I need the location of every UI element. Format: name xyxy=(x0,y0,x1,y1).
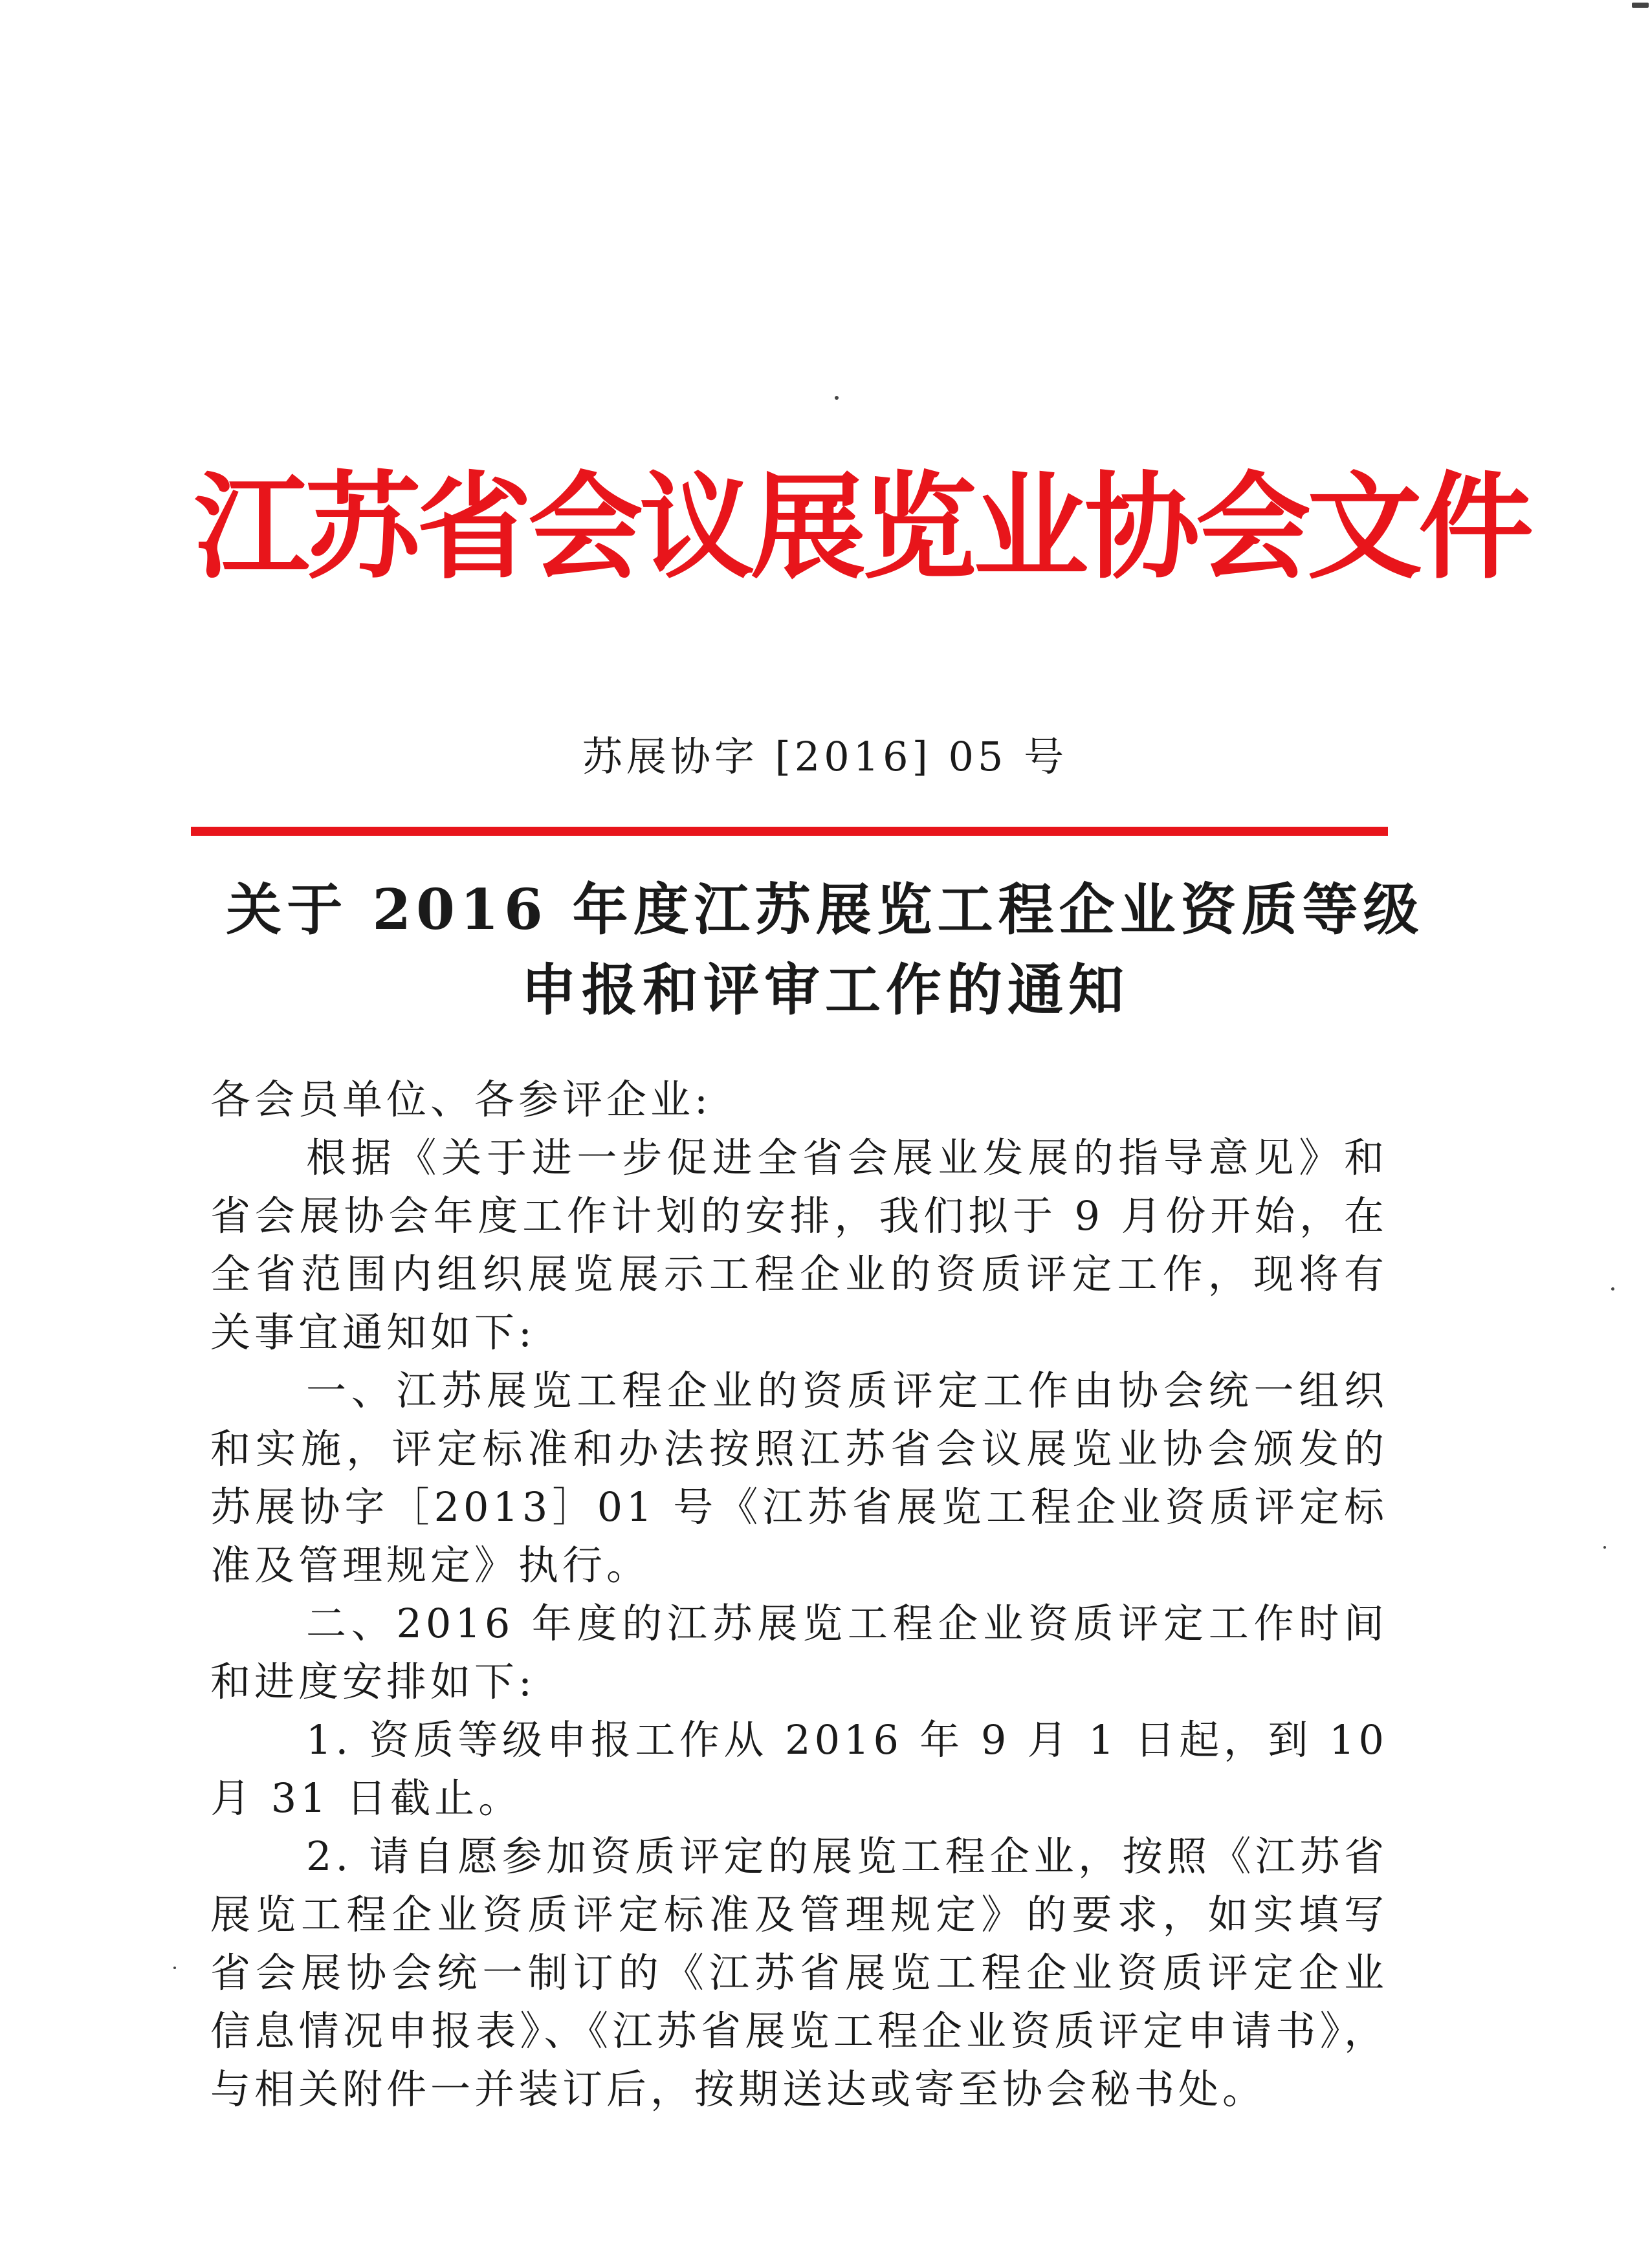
scan-speck xyxy=(1611,1287,1614,1291)
document-number: 苏展协字 [2016] 05 号 xyxy=(582,733,1068,780)
notice-title-line-2: 申报和评审工作的通知 xyxy=(521,957,1129,1023)
scan-speck xyxy=(835,396,839,400)
body-paragraph: 1. 资质等级申报工作从 2016 年 9 月 1 日起，到 10 月 31 日截止。 xyxy=(210,1716,1388,1822)
notice-title-line-1: 关于 2016 年度江苏展览工程企业资质等级 xyxy=(226,877,1424,943)
notice-title xyxy=(0,870,1650,1030)
scan-speck xyxy=(1603,1546,1606,1549)
scan-speck xyxy=(1632,3,1649,8)
body-paragraph: 2. 请自愿参加资质评定的展览工程企业，按照《江苏省展览工程企业资质评定标准及管理规定》的要求，如实填写省会展协会统一制订的《江苏省展览工程企业资质评定企业信息情况申报表》、《江苏省展览工程企业资质评定申请书》，与相关附件一并装订后，按期送达或寄至协会秘书处。 xyxy=(210,1833,1388,2113)
notice-body xyxy=(210,1071,1388,2119)
body-paragraph: 根据《关于进一步促进全省会展业发展的指导意见》和省会展协会年度工作计划的安排，我们拟于 9 月份开始，在全省范围内组织展览展示工程企业的资质评定工作，现将有关事宜通知如下: xyxy=(210,1134,1388,1356)
header-divider xyxy=(191,827,1388,836)
document-header-title: 江苏省会议展览业协会文件 xyxy=(194,459,1530,594)
body-paragraph: 一、江苏展览工程企业的资质评定工作由协会统一组织和实施，评定标准和办法按照江苏省会议展览业协会颁发的苏展协字［2013］01 号《江苏省展览工程企业资质评定标准及管理规定》执行。 xyxy=(210,1367,1388,1589)
body-paragraph: 二、2016 年度的江苏展览工程企业资质评定工作时间和进度安排如下: xyxy=(210,1600,1388,1705)
salutation: 各会员单位、各参评企业: xyxy=(210,1076,712,1123)
scan-speck xyxy=(173,1967,176,1969)
